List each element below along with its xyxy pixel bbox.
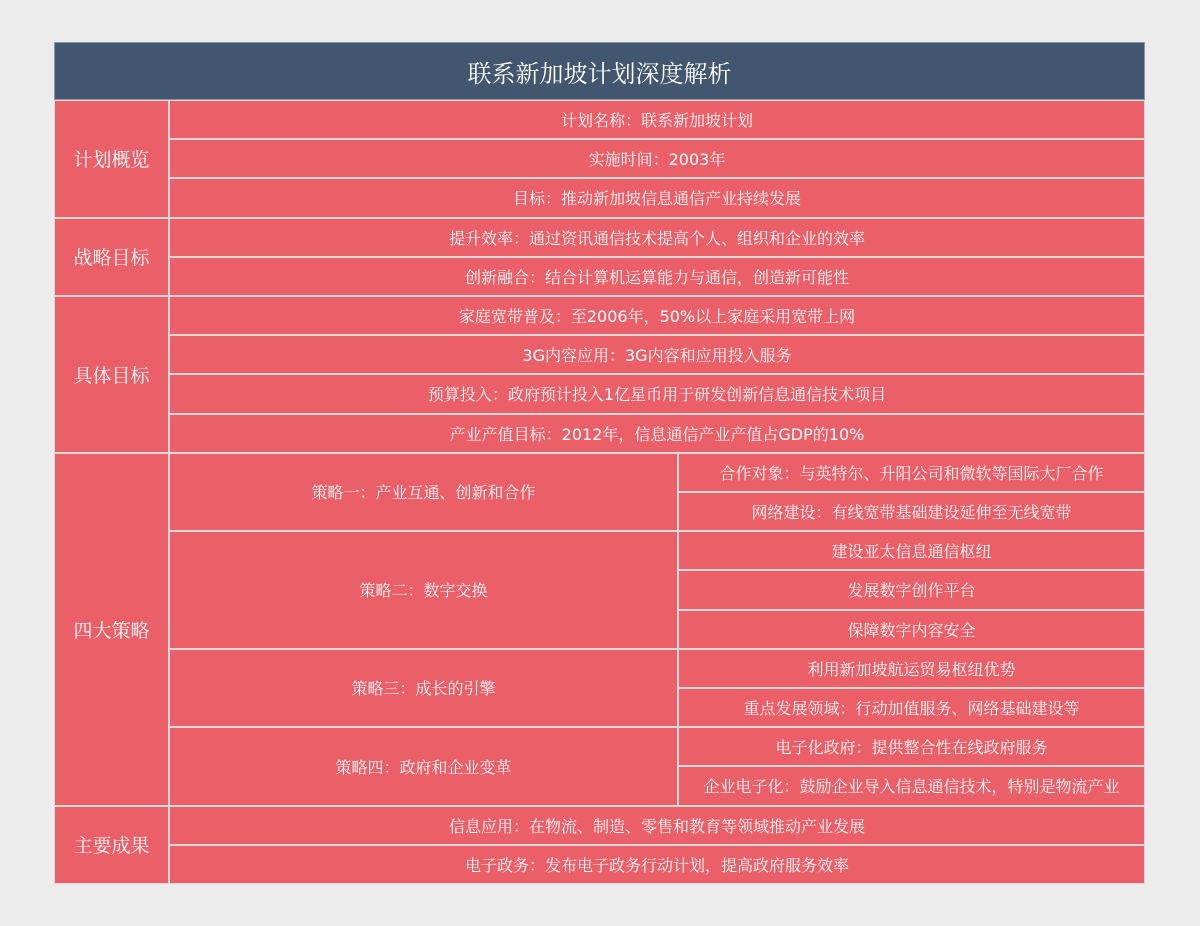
strategy-name: 策略四：政府和企业变革 [169,727,678,805]
strategy-name: 策略二：数字交换 [169,531,678,649]
section-item: 信息应用：在物流、制造、零售和教育等领域推动产业发展 [169,806,1145,845]
strategy-detail: 建设亚太信息通信枢纽 [678,531,1145,570]
section-item: 提升效率：通过资讯通信技术提高个人、组织和企业的效率 [169,218,1145,257]
section-item: 预算投入：政府预计投入1亿星币用于研发创新信息通信技术项目 [169,374,1145,413]
analysis-table [54,42,1145,884]
strategy-detail: 网络建设：有线宽带基础建设延伸至无线宽带 [678,492,1145,531]
section-item: 产业产值目标：2012年，信息通信产业产值占GDP的10% [169,414,1145,453]
section-item: 实施时间：2003年 [169,139,1145,178]
page-title: 联系新加坡计划深度解析 [54,42,1145,100]
section-label: 四大策略 [54,453,169,806]
strategy-detail: 合作对象：与英特尔、升阳公司和微软等国际大厂合作 [678,453,1145,492]
section-item: 计划名称：联系新加坡计划 [169,100,1145,139]
section-label: 主要成果 [54,806,169,884]
section-item: 创新融合：结合计算机运算能力与通信，创造新可能性 [169,257,1145,296]
strategy-name: 策略三：成长的引擎 [169,649,678,727]
strategy-detail: 电子化政府：提供整合性在线政府服务 [678,727,1145,766]
strategy-detail: 重点发展领域：行动加值服务、网络基础建设等 [678,688,1145,727]
section-item: 家庭宽带普及：至2006年，50%以上家庭采用宽带上网 [169,296,1145,335]
section-item: 电子政务：发布电子政务行动计划，提高政府服务效率 [169,845,1145,884]
section-label: 具体目标 [54,296,169,453]
section-label: 计划概览 [54,100,169,218]
strategy-detail: 发展数字创作平台 [678,570,1145,609]
strategy-name: 策略一：产业互通、创新和合作 [169,453,678,531]
section-label: 战略目标 [54,218,169,296]
strategy-detail: 企业电子化：鼓励企业导入信息通信技术，特别是物流产业 [678,766,1145,805]
strategy-detail: 保障数字内容安全 [678,610,1145,649]
section-item: 3G内容应用：3G内容和应用投入服务 [169,335,1145,374]
strategy-detail: 利用新加坡航运贸易枢纽优势 [678,649,1145,688]
section-item: 目标：推动新加坡信息通信产业持续发展 [169,178,1145,217]
